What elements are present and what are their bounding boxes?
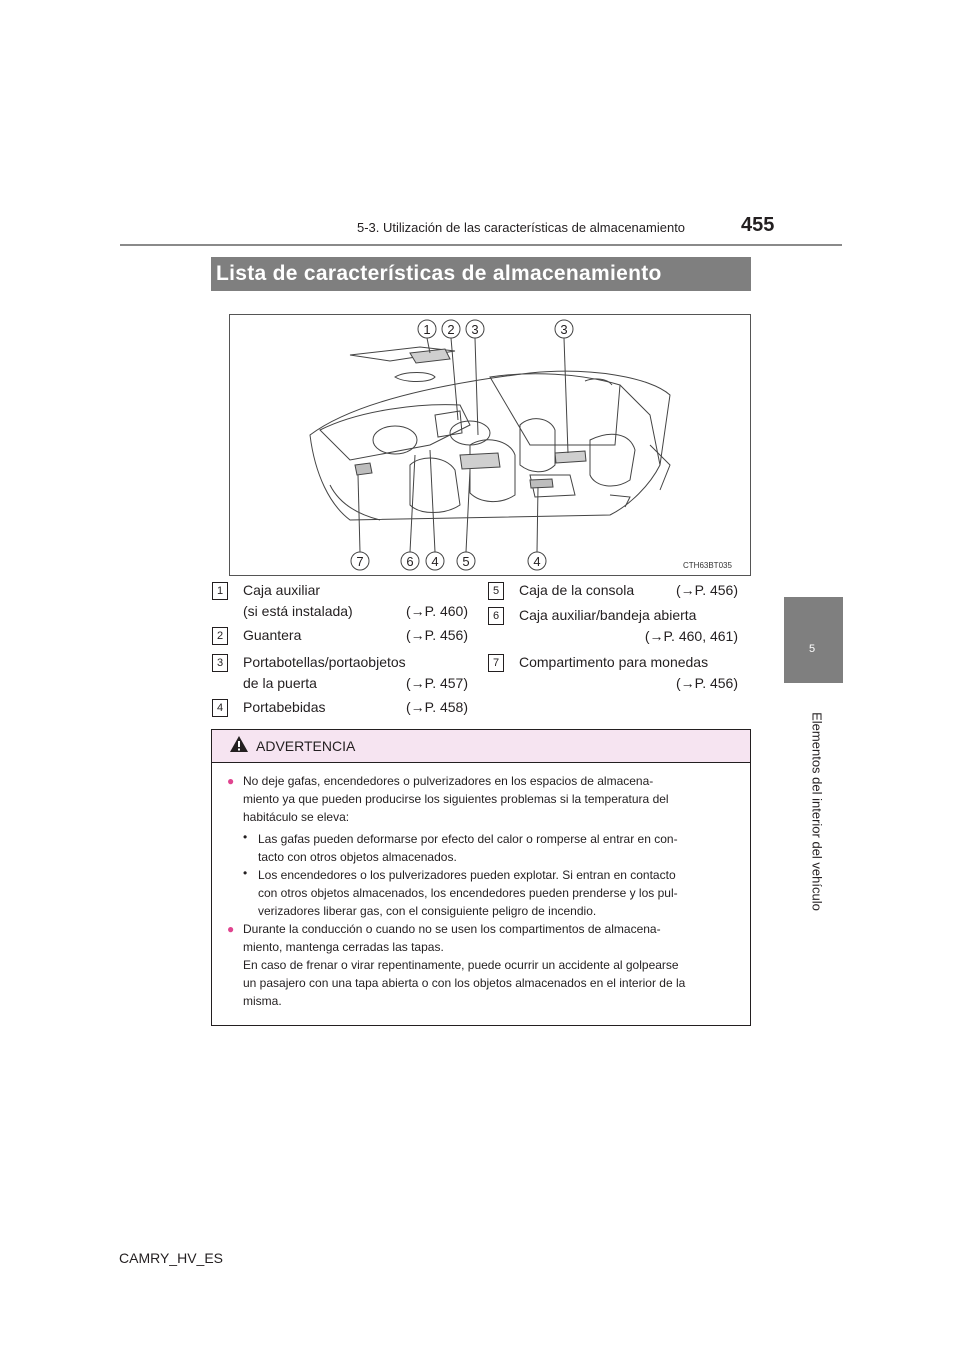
text-line: habitáculo se eleva: xyxy=(243,810,350,824)
callout-6-label: 6 xyxy=(406,554,414,569)
text-line: miento, mantenga cerradas las tapas. xyxy=(243,940,444,954)
item-reference: (→P. 460, 461) xyxy=(644,628,738,644)
list-item xyxy=(212,652,472,696)
bullet-icon: ● xyxy=(227,774,235,788)
item-reference: (→P. 456) xyxy=(406,627,468,643)
item-label: Caja auxiliar/bandeja abierta xyxy=(519,607,697,623)
item-reference: (→P. 460) xyxy=(406,603,468,619)
chapter-number: 5 xyxy=(809,643,816,655)
text-line: Las gafas pueden deformarse por efecto del calor o romperse al entrar en con- xyxy=(258,832,678,846)
list-item xyxy=(212,625,472,647)
bullet-icon: ● xyxy=(227,922,235,936)
item-label: Portabebidas xyxy=(243,699,326,715)
item-number: 3 xyxy=(212,654,228,672)
text-line: verizadores liberar gas, con el consiguiente peligro de incendio. xyxy=(258,904,597,918)
item-reference: (→P. 457) xyxy=(406,675,468,691)
list-item xyxy=(212,580,472,624)
warning-bullet-1 xyxy=(243,772,743,826)
item-number: 2 xyxy=(212,627,228,645)
document-code: CAMRY_HV_ES xyxy=(119,1250,224,1266)
callout-7-label: 7 xyxy=(356,554,364,569)
callout-3a-label: 3 xyxy=(471,322,479,337)
car-interior-drawing xyxy=(230,315,750,575)
callout-3b-label: 3 xyxy=(560,322,568,337)
list-item xyxy=(488,580,742,602)
item-reference: (→P. 458) xyxy=(406,699,468,715)
list-item xyxy=(488,605,742,649)
text-line: miento ya que pueden producirse los siguientes problemas si la temperatura del xyxy=(243,792,669,806)
item-label: Caja de la consola xyxy=(519,582,635,598)
item-label: Compartimento para monedas xyxy=(519,654,709,670)
callout-4a-label: 4 xyxy=(431,554,439,569)
item-label: Portabotellas/portaobjetos xyxy=(243,654,406,670)
section-header: 5-3. Utilización de las características de almacenamiento xyxy=(357,220,686,235)
text-line: misma. xyxy=(243,994,282,1008)
sub-bullet-icon: • xyxy=(243,866,248,880)
item-number: 1 xyxy=(212,582,228,600)
chapter-label: Elementos del interior del vehículo xyxy=(809,712,825,911)
item-number: 6 xyxy=(488,607,504,625)
text-line: con otros objetos almacenados, los encendedores pueden prenderse y los pul- xyxy=(258,886,678,900)
text-line: Los encendedores o los pulverizadores pueden explotar. Si entran en contacto xyxy=(258,868,676,882)
sub-bullet-icon: • xyxy=(243,830,248,844)
page-title: Lista de características de almacenamiento xyxy=(216,262,662,285)
callout-1-label: 1 xyxy=(423,322,431,337)
figure-code: CTH63BT035 xyxy=(683,561,732,570)
item-label: Caja auxiliar xyxy=(243,582,321,598)
item-reference: (→P. 456) xyxy=(676,582,738,598)
warning-bullet-2 xyxy=(243,920,743,1010)
text-line: tacto con otros objetos almacenados. xyxy=(258,850,457,864)
warning-title: ADVERTENCIA xyxy=(256,738,356,754)
warning-subitem-1 xyxy=(258,830,743,866)
item-label: Guantera xyxy=(243,627,302,643)
header-divider xyxy=(120,244,842,246)
list-item xyxy=(488,652,742,696)
item-number: 4 xyxy=(212,699,228,717)
interior-illustration xyxy=(229,314,751,576)
item-number: 7 xyxy=(488,654,504,672)
page-number: 455 xyxy=(741,214,775,236)
callout-5-label: 5 xyxy=(462,554,470,569)
item-reference: (→P. 456) xyxy=(676,675,738,691)
callout-2-label: 2 xyxy=(447,322,455,337)
text-line: No deje gafas, encendedores o pulverizadores en los espacios de almacena- xyxy=(243,774,654,788)
warning-triangle-icon xyxy=(229,735,249,758)
text-line: Durante la conducción o cuando no se usen los compartimentos de almacena- xyxy=(243,922,661,936)
item-label-2: (si está instalada) xyxy=(243,603,353,619)
list-item xyxy=(212,697,472,719)
text-line: En caso de frenar o virar repentinamente, puede ocurrir un accidente al golpearse xyxy=(243,958,679,972)
callout-4b-label: 4 xyxy=(533,554,541,569)
warning-subitem-2 xyxy=(258,866,743,920)
item-number: 5 xyxy=(488,582,504,600)
text-line: un pasajero con una tapa abierta o con los objetos almacenados en el interior de la xyxy=(243,976,686,990)
item-label-2: de la puerta xyxy=(243,675,317,691)
